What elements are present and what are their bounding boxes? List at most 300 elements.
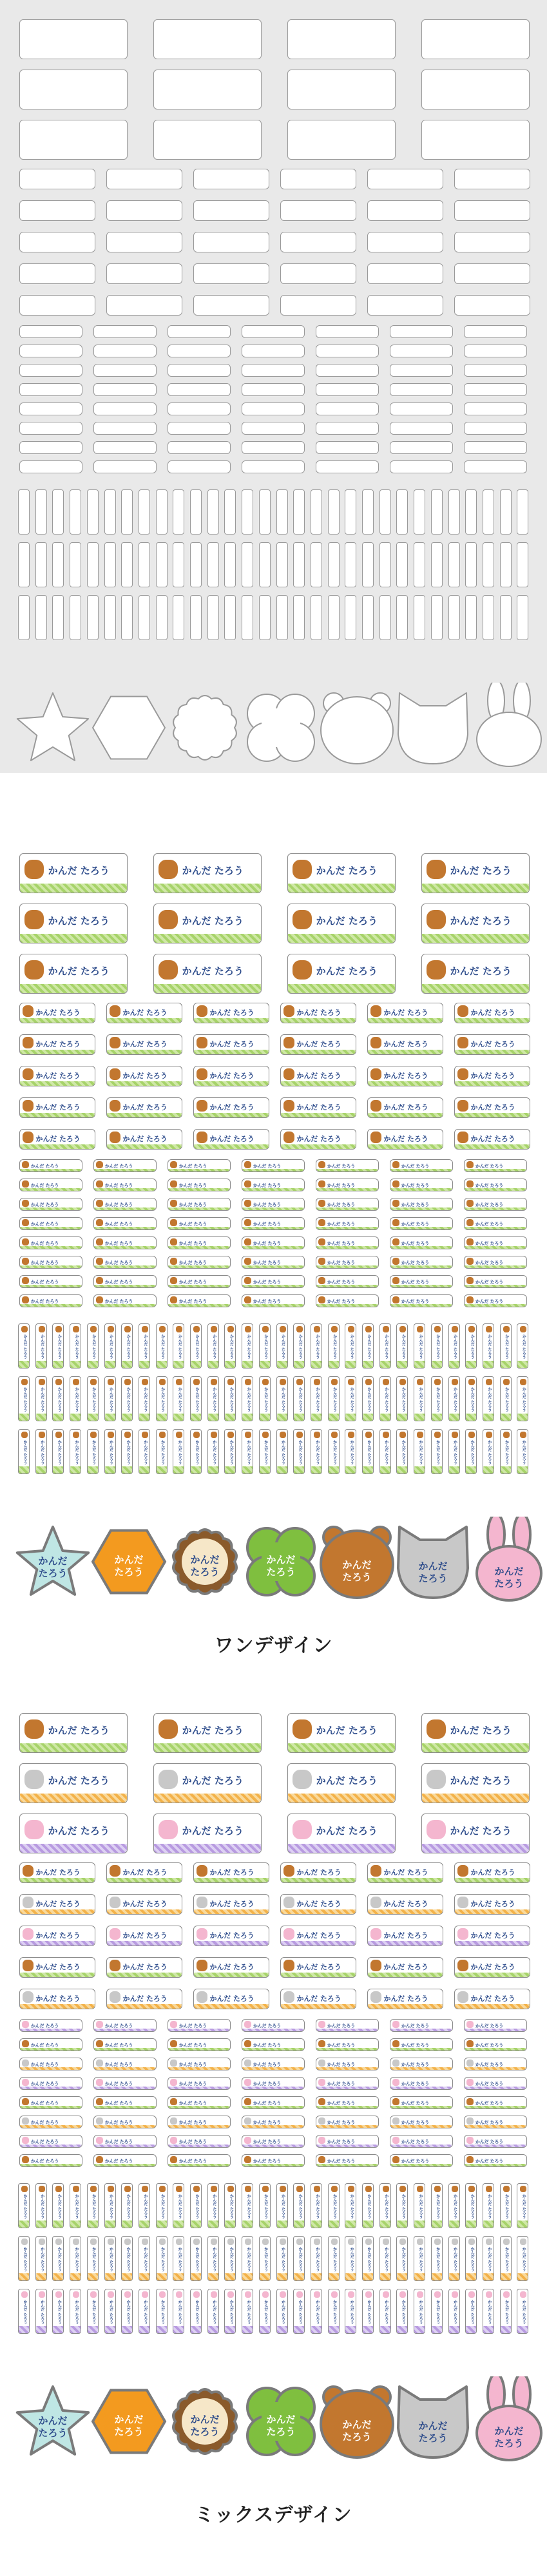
bear-icon — [22, 1180, 29, 1188]
label-stripe — [168, 2029, 230, 2031]
name-label — [454, 1003, 530, 1023]
blank-vertical-label — [70, 595, 81, 640]
name-label — [153, 1763, 262, 1803]
bear-icon — [227, 2186, 234, 2192]
rabbit-icon — [262, 2291, 269, 2298]
name-text: かんだ たろう — [253, 1182, 282, 1188]
blank-vertical-label — [276, 595, 288, 640]
name-text: かんだ たろう — [504, 1440, 509, 1465]
blank-vertical-label — [483, 595, 494, 640]
bear-icon — [283, 1100, 295, 1112]
name-label — [168, 1275, 231, 1288]
rabbit-icon — [22, 2021, 29, 2028]
bear-icon — [318, 1161, 325, 1168]
vertical-name-label — [259, 1323, 271, 1368]
label-stripe — [94, 2048, 156, 2050]
rabbit-icon — [244, 2021, 251, 2028]
label-stripe — [168, 1285, 230, 1287]
name-text: かんだ たろう — [418, 2247, 423, 2272]
rabbit-icon — [170, 2079, 177, 2086]
bear-icon — [176, 1379, 182, 1385]
name-text: かんだ たろう — [209, 1071, 254, 1080]
vertical-name-label — [259, 2183, 271, 2228]
label-stripe — [20, 1246, 82, 1249]
bear-icon — [417, 1326, 423, 1332]
name-text: かんだ たろう — [246, 1440, 251, 1465]
vertical-name-label — [156, 1376, 168, 1421]
label-stripe — [154, 1743, 261, 1752]
vertical-name-label — [431, 1429, 443, 1474]
name-label — [93, 1256, 157, 1269]
vertical-name-label — [259, 1429, 271, 1474]
blank-vertical-label — [121, 595, 133, 640]
label-stripe — [449, 1361, 459, 1368]
shape-name-line1: かんだ — [266, 1554, 296, 1566]
vertical-name-label — [87, 2183, 99, 2228]
vertical-name-label — [431, 2183, 443, 2228]
name-text: かんだ たろう — [91, 1387, 96, 1412]
cat-icon — [468, 2239, 475, 2245]
bear-icon — [96, 2156, 103, 2163]
label-stripe — [432, 1414, 442, 1421]
name-label — [390, 2135, 453, 2148]
blank-label — [19, 345, 82, 357]
name-label — [390, 1179, 453, 1191]
name-text: かんだ たろう — [332, 1387, 337, 1412]
vertical-name-label — [87, 1429, 99, 1474]
blank-label — [464, 460, 527, 473]
name-text: かんだ たろう — [316, 1774, 378, 1786]
label-stripe — [455, 1973, 530, 1977]
cat-icon — [193, 2239, 200, 2245]
label-stripe — [390, 2106, 452, 2108]
vertical-name-label — [35, 2236, 47, 2281]
name-label — [367, 1034, 443, 1055]
name-label — [19, 1217, 82, 1230]
name-text: かんだ たろう — [327, 1182, 356, 1188]
rabbit-icon — [193, 2291, 200, 2298]
bear-icon — [110, 1037, 121, 1048]
cat-icon — [108, 2239, 114, 2245]
name-label — [242, 1159, 305, 1172]
name-text: かんだ たろう — [401, 2139, 430, 2145]
rabbit-icon — [23, 1928, 34, 1940]
label-stripe — [20, 2164, 82, 2166]
name-label — [464, 1217, 527, 1230]
blank-label — [464, 422, 527, 435]
vertical-name-label — [483, 2236, 494, 2281]
vertical-name-label — [242, 2236, 253, 2281]
rabbit-icon — [348, 2291, 354, 2298]
name-text: かんだ たろう — [367, 2247, 371, 2272]
rabbit-icon — [503, 2291, 510, 2298]
name-text: かんだ たろう — [74, 1387, 79, 1412]
name-text: かんだ たろう — [298, 2300, 303, 2325]
name-text: かんだ たろう — [314, 2247, 320, 2272]
label-stripe — [194, 1878, 269, 1882]
name-text: かんだ たろう — [401, 1387, 406, 1412]
vertical-name-label — [345, 2236, 356, 2281]
label-stripe — [316, 2145, 378, 2147]
name-text: かんだ たろう — [296, 1071, 341, 1080]
cat-icon — [21, 2239, 28, 2245]
name-text: かんだ たろう — [349, 1440, 354, 1465]
bear-icon — [244, 1277, 251, 1284]
name-text: かんだ たろう — [418, 1334, 423, 1359]
name-text: かんだ たろう — [367, 2194, 371, 2219]
blank-label — [93, 364, 157, 377]
name-label — [193, 1894, 269, 1915]
name-label — [93, 1179, 157, 1191]
blank-label — [193, 232, 269, 252]
blank-vertical-label — [156, 489, 168, 535]
bear-icon — [486, 1326, 492, 1332]
name-label — [19, 1066, 95, 1086]
vertical-name-label — [276, 1323, 288, 1368]
name-text: かんだ たろう — [280, 2194, 285, 2219]
vertical-name-label — [362, 2236, 374, 2281]
name-label — [287, 1713, 396, 1753]
shape-name-line1: かんだ — [114, 1554, 144, 1566]
blank-vertical-label — [345, 489, 356, 535]
bear-icon — [211, 1326, 217, 1332]
bear-icon — [21, 1326, 28, 1332]
vertical-name-label — [87, 2236, 99, 2281]
blank-label — [280, 200, 356, 221]
name-text: かんだ たろう — [327, 2023, 356, 2029]
name-text: かんだ たろう — [179, 1202, 207, 1208]
bear-icon — [452, 1326, 458, 1332]
blank-vertical-label — [156, 542, 168, 587]
name-label — [19, 1198, 82, 1211]
vertical-name-label — [465, 2236, 477, 2281]
label-stripe — [19, 2273, 29, 2280]
name-text: かんだ たろう — [122, 1899, 168, 1908]
vertical-name-label — [52, 2183, 64, 2228]
name-label — [242, 2154, 305, 2167]
name-text: かんだ たろう — [177, 2247, 182, 2272]
name-text: かんだ たろう — [31, 1260, 59, 1265]
vertical-name-label — [362, 2183, 374, 2228]
label-stripe — [422, 884, 529, 893]
name-text: かんだ たろう — [74, 2194, 79, 2219]
bear-icon — [24, 960, 44, 980]
label-stripe — [20, 1208, 82, 1210]
vertical-name-label — [311, 1429, 322, 1474]
bear-icon — [457, 1005, 469, 1017]
bear-icon — [176, 1432, 182, 1438]
blank-label — [19, 325, 82, 338]
name-text: かんだ たろう — [177, 1440, 182, 1465]
blank-vertical-label — [483, 489, 494, 535]
name-text: かんだ たろう — [35, 1899, 81, 1908]
vertical-name-label — [52, 1323, 64, 1368]
name-text: かんだ たろう — [435, 2247, 440, 2272]
bear-icon — [197, 1005, 208, 1017]
label-stripe — [390, 2029, 452, 2031]
label-stripe — [194, 1941, 269, 1946]
shape-name-line1: かんだ — [342, 1559, 372, 1571]
shape-name-line2: たろう — [418, 2432, 448, 2444]
vertical-name-label — [207, 1376, 219, 1421]
name-text: かんだ たろう — [263, 1387, 268, 1412]
name-text: かんだ たろう — [246, 2247, 251, 2272]
blank-label — [464, 383, 527, 396]
label-stripe — [242, 2048, 304, 2050]
bear-icon — [170, 1258, 177, 1265]
name-text: かんだ たろう — [504, 2300, 509, 2325]
bear-icon — [392, 1219, 399, 1226]
vertical-name-label — [173, 1376, 184, 1421]
name-text: かんだ たろう — [383, 1962, 428, 1971]
name-label — [280, 1129, 356, 1150]
name-text: かんだ たろう — [435, 2300, 440, 2325]
label-stripe — [345, 1414, 356, 1421]
rabbit-icon — [318, 2079, 325, 2086]
blank-label — [19, 295, 95, 316]
label-stripe — [208, 2273, 218, 2280]
name-text: かんだ たろう — [177, 2300, 182, 2325]
cat-icon — [176, 2239, 182, 2245]
name-text: かんだ たろう — [280, 2300, 285, 2325]
name-text: かんだ たろう — [418, 1387, 423, 1412]
label-stripe — [94, 1169, 156, 1171]
name-text: かんだ たろう — [48, 864, 110, 876]
bear-icon — [170, 1277, 177, 1284]
blank-label — [153, 120, 262, 160]
bear-icon — [503, 2186, 510, 2192]
label-stripe — [107, 2004, 182, 2009]
vertical-name-label — [311, 2183, 322, 2228]
bear-icon — [244, 1161, 251, 1168]
label-stripe — [157, 2221, 167, 2228]
blank-vertical-label — [35, 542, 47, 587]
bear-icon — [110, 1865, 121, 1877]
bear-icon — [39, 1326, 45, 1332]
label-stripe — [316, 1285, 378, 1287]
name-label — [106, 1989, 182, 2009]
bear-icon — [296, 1326, 303, 1332]
shape-labels-row — [0, 683, 547, 773]
vertical-name-label — [276, 2289, 288, 2334]
name-text: かんだ たろう — [521, 1440, 526, 1465]
name-label — [242, 1275, 305, 1288]
name-label — [367, 1989, 443, 2009]
label-stripe — [455, 1081, 530, 1086]
label-stripe — [363, 2273, 373, 2280]
label-stripe — [329, 2221, 339, 2228]
cat-icon — [466, 2060, 474, 2067]
label-stripe — [107, 1973, 182, 1977]
label-stripe — [288, 1743, 395, 1752]
bear-icon — [466, 2098, 474, 2105]
blank-vertical-label — [328, 542, 340, 587]
label-stripe — [316, 1169, 378, 1171]
label-stripe — [20, 1285, 82, 1287]
name-label — [316, 2135, 379, 2148]
name-label — [242, 2135, 305, 2148]
name-text: かんだ たろう — [31, 2023, 59, 2029]
bear-icon — [466, 1200, 474, 1207]
label-stripe — [414, 1361, 425, 1368]
label-stripe — [208, 2221, 218, 2228]
name-text: かんだ たろう — [35, 1931, 81, 1940]
shape-name-line2: たろう — [342, 1571, 372, 1583]
label-stripe — [449, 2273, 459, 2280]
bear-icon — [142, 2186, 148, 2192]
bear-icon — [399, 1379, 406, 1385]
bear-icon — [348, 1326, 354, 1332]
label-stripe — [94, 1246, 156, 1249]
vertical-name-label — [396, 2236, 408, 2281]
bear-icon — [170, 1238, 177, 1245]
vertical-name-label — [242, 1323, 253, 1368]
name-text: かんだ たろう — [122, 1962, 168, 1971]
name-label — [19, 2096, 82, 2109]
vertical-name-label — [362, 2289, 374, 2334]
label-stripe — [422, 984, 529, 993]
blank-vertical-label — [448, 542, 460, 587]
label-stripe — [194, 1081, 269, 1086]
label-stripe — [316, 2067, 378, 2070]
bear-icon — [466, 1258, 474, 1265]
name-text: かんだ たろう — [475, 2119, 504, 2125]
rabbit-icon — [170, 2137, 177, 2144]
rabbit-icon — [124, 2291, 131, 2298]
blank-label — [93, 422, 157, 435]
flower-shape-label — [173, 2389, 236, 2454]
name-text: かんだ たろう — [314, 1440, 320, 1465]
label-stripe — [501, 2273, 511, 2280]
name-label — [19, 1862, 95, 1883]
blank-vertical-label — [448, 595, 460, 640]
name-text: かんだ たろう — [229, 1334, 234, 1359]
label-stripe — [260, 1414, 270, 1421]
rabbit-icon — [244, 2079, 251, 2086]
vertical-name-label — [121, 1376, 133, 1421]
label-stripe — [345, 2221, 356, 2228]
name-label — [454, 1034, 530, 1055]
name-text: かんだ たろう — [195, 1387, 199, 1412]
name-text: かんだ たろう — [160, 2300, 165, 2325]
bear-icon — [392, 1180, 399, 1188]
label-stripe — [194, 2004, 269, 2009]
name-label — [93, 1198, 157, 1211]
name-label — [464, 1179, 527, 1191]
vertical-name-label — [293, 2289, 305, 2334]
label-stripe — [363, 1414, 373, 1421]
label-stripe — [225, 1466, 235, 1473]
name-label — [287, 1763, 396, 1803]
cat-icon — [170, 2117, 177, 2125]
bear-icon — [468, 1326, 475, 1332]
label-stripe — [368, 2004, 443, 2009]
vertical-name-label — [465, 1323, 477, 1368]
name-text: かんだ たろう — [452, 1440, 457, 1465]
hexagon-shape-label — [93, 697, 165, 759]
name-text: かんだ たろう — [296, 1868, 341, 1877]
shape-name-line1: かんだ — [190, 2414, 220, 2425]
name-label — [316, 2077, 379, 2090]
label-stripe — [122, 2221, 132, 2228]
name-text: かんだ たろう — [296, 1039, 341, 1048]
blank-vertical-label — [207, 489, 219, 535]
name-text: かんだ たろう — [452, 1387, 457, 1412]
blank-label — [193, 169, 269, 189]
name-label — [421, 853, 530, 893]
blank-label — [193, 295, 269, 316]
label-stripe — [53, 2273, 63, 2280]
blank-label — [454, 263, 530, 284]
name-text: かんだ たろう — [209, 1039, 254, 1048]
label-stripe — [20, 2029, 82, 2031]
bear-icon — [158, 860, 178, 879]
name-label — [19, 2154, 82, 2167]
label-stripe — [242, 1265, 304, 1268]
name-text: かんだ たろう — [31, 2139, 59, 2145]
vertical-name-label — [328, 1323, 340, 1368]
vertical-name-label — [18, 2183, 30, 2228]
name-label — [464, 2077, 527, 2090]
label-stripe — [368, 1878, 443, 1882]
bear-icon — [318, 1200, 325, 1207]
label-stripe — [191, 1361, 201, 1368]
name-label — [390, 1236, 453, 1249]
label-stripe — [168, 1208, 230, 1210]
name-text: かんだ たろう — [253, 2158, 282, 2164]
name-text: かんだ たろう — [486, 1387, 492, 1412]
label-stripe — [139, 2221, 149, 2228]
name-label — [464, 1159, 527, 1172]
label-stripe — [107, 1878, 182, 1882]
label-stripe — [242, 2106, 304, 2108]
label-stripe — [277, 1361, 287, 1368]
blank-label — [287, 120, 396, 160]
name-text: かんだ たろう — [401, 1334, 406, 1359]
blank-vertical-label — [18, 542, 30, 587]
vertical-name-label — [87, 1323, 99, 1368]
vertical-name-label — [224, 1323, 236, 1368]
name-text: かんだ たろう — [263, 1440, 268, 1465]
label-stripe — [20, 1794, 127, 1803]
blank-label — [19, 120, 128, 160]
name-text: かんだ たろう — [383, 1899, 428, 1908]
bear-icon — [21, 1432, 28, 1438]
name-text: かんだ たろう — [23, 1387, 27, 1412]
shape-labels-row — [0, 1517, 547, 1607]
bear-icon — [158, 1719, 178, 1739]
rabbit-icon — [90, 2291, 97, 2298]
cat-icon — [466, 2117, 474, 2125]
name-label — [242, 1236, 305, 1249]
name-text: かんだ たろう — [23, 1334, 27, 1359]
label-stripe — [194, 1973, 269, 1977]
vertical-name-label — [18, 2236, 30, 2281]
vertical-name-label — [121, 1323, 133, 1368]
label-stripe — [139, 1466, 149, 1473]
name-label — [454, 1066, 530, 1086]
name-text: かんだ たろう — [253, 2042, 282, 2048]
name-text: かんだ たろう — [263, 1334, 268, 1359]
blank-label — [168, 383, 231, 396]
bear-icon — [21, 2186, 28, 2192]
label-stripe — [168, 2106, 230, 2108]
name-text: かんだ たろう — [253, 2139, 282, 2145]
name-label — [19, 1256, 82, 1269]
name-text: かんだ たろう — [475, 1221, 504, 1227]
label-stripe — [316, 1188, 378, 1191]
label-stripe — [168, 1169, 230, 1171]
